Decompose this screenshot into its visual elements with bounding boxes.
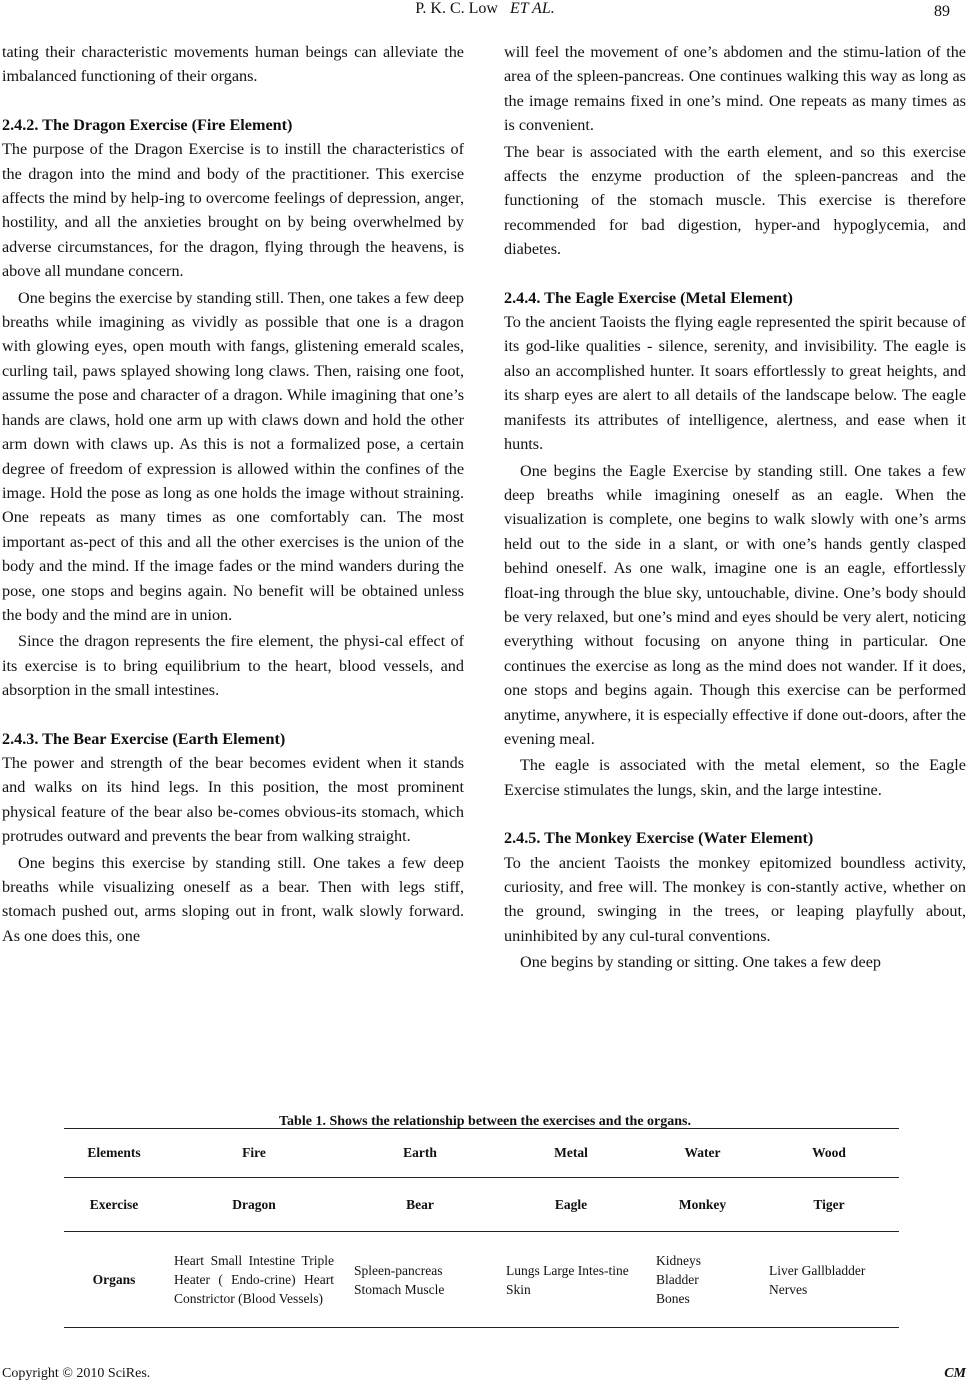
- water-organ: Bladder: [656, 1272, 699, 1287]
- table-header-cell: Water: [646, 1129, 759, 1178]
- table-cell: Bear: [344, 1178, 496, 1232]
- table-header-cell: Fire: [164, 1129, 344, 1178]
- bear-paragraph-3: The bear is associated with the earth element, and so this exercise affects the enzyme production of the spleen-pancreas and the functioning of the stomach muscle. This exercise is therefore recommended for bad digestion, hyper-and hypoglycemia, and diabetes.: [504, 142, 966, 259]
- table-cell-wood-organs: Liver Gallbladder Nerves: [769, 1262, 866, 1297]
- eagle-paragraph-3: The eagle is associated with the metal element, so the Eagle Exercise stimulates the lungs, skin, and the large intestine.: [504, 756, 966, 799]
- table-cell-water-organs: [646, 1232, 759, 1328]
- eagle-paragraph-2: One begins the Eagle Exercise by standing still. One takes a few deep breaths while imagining oneself as an eagle. When the visualization is complete, one begins to walk slowly with one’s arms held out to the side in a slant, or with one’s hands gently clasped behind oneself. As one walk, imagine one is an eagle, effortlessly float-ing through the blue sky, untouchable, divine. One’s body should be very relaxed, but one’s mind and eyes should be very alert, noticing everything without focusing on anyone thing in particular. One continues the exercise as long as the mind does not wander. If it does, one stops and begins again. Though this exercise can be performed anytime, anywhere, it is especially effective if done out-doors, after the evening meal.: [504, 461, 966, 748]
- right-column: [504, 40, 966, 975]
- table-cell: Dragon: [164, 1178, 344, 1232]
- dragon-paragraph-1: The purpose of the Dragon Exercise is to instill the characteristics of the dragon into the mind and body of the practitioner. This exercise affects the mind by help-ing to overcome feelings of depression, anger, hostility, and all the anxieties brought on by being overwhelmed by adverse circumstances, for the dragon, flying through the heavens, is above all mundane concern.: [2, 140, 464, 281]
- table-row-organs: [64, 1232, 899, 1328]
- table-header-row: [64, 1129, 899, 1178]
- table-header-cell: Elements: [64, 1129, 164, 1178]
- table-cell: Eagle: [496, 1178, 646, 1232]
- table-header-cell: Earth: [344, 1129, 496, 1178]
- dragon-paragraph-3: Since the dragon represents the fire element, the physi-cal effect of its exercise is to bring equilibrium to the heart, blood vessels, and absorption in the small intestines.: [2, 632, 464, 700]
- journal-abbreviation: CM: [944, 1366, 966, 1381]
- table-cell: Exercise: [64, 1178, 164, 1232]
- author-names: P. K. C. Low: [415, 0, 498, 17]
- table-cell: Organs: [92, 1272, 136, 1287]
- table-caption: Table 1. Shows the relationship between the exercises and the organs.: [279, 1114, 691, 1129]
- bear-paragraph-2: One begins this exercise by standing still. One takes a few deep breaths while visualizing oneself as a bear. Then with legs stiff, stomach pushed out, arms sloping out in front, walk slowly forward. As one does this, one: [2, 853, 464, 945]
- table-cell: Tiger: [759, 1178, 899, 1232]
- dragon-paragraph-2: One begins the exercise by standing still. Then, one takes a few deep breaths while imagining as vividly as possible that one is a dragon with glowing eyes, open mouth with fangs, glistening emerald scales, curling tail, paws splayed showing long claws. Then, raising one foot, assume the pose and character of a dragon. While imagining that one’s hands are claws, hold one arm up with claws down and hold the other arm down with claws up. As this is not a formalized pose, a certain degree of freedom of expression is allowed within the confines of the image. Hold the pose as long as one holds the image without straining. One repeats as many times as one comfortably can. The most important as-pect of this and all the other exercises is the union of the body and the mind. If the image fades or the mind wanders during the pose, one stops and begins again. No benefit will be obtained unless the body and the mind are in union.: [2, 288, 464, 624]
- running-head-authors: [0, 0, 970, 18]
- table-cell-metal-organs: Lungs Large Intes-tine Skin: [506, 1262, 629, 1297]
- organs-table: [64, 1128, 899, 1328]
- table-cell-fire-organs: Heart Small Intestine Triple Heater ( Endo-crine) Heart Constrictor (Blood Vessels): [174, 1253, 334, 1306]
- monkey-heading: 2.4.5. The Monkey Exercise (Water Element): [504, 829, 814, 848]
- dragon-heading: 2.4.2. The Dragon Exercise (Fire Element): [2, 115, 293, 134]
- eagle-heading: 2.4.4. The Eagle Exercise (Metal Element): [504, 288, 793, 307]
- water-organ: Kidneys: [656, 1253, 701, 1268]
- table-header-cell: Metal: [496, 1129, 646, 1178]
- et-al: ET AL.: [509, 0, 555, 17]
- table-cell-earth-organs: Spleen-pancreas Stomach Muscle: [354, 1262, 445, 1297]
- eagle-paragraph-1: To the ancient Taoists the flying eagle represented the spirit because of its god-like qualities - silence, serenity, and invisibility. The eagle is also an accomplished hunter. It soars effortlessly to great heights, and its sharp eyes are alert to all details of the landscape below. The eagle manifests its attributes of intelligence, alertness, and ease when it hunts.: [504, 313, 966, 454]
- monkey-paragraph-1: To the ancient Taoists the monkey epitomized boundless activity, curiosity, and free will. The monkey is con-stantly active, whether on the ground, swinging in the trees, or leaping playfully about, uninhibited by any cul-tural conventions.: [504, 853, 966, 945]
- water-organ: Bones: [656, 1291, 690, 1306]
- table-cell: Monkey: [646, 1178, 759, 1232]
- page-number: 89: [934, 3, 950, 20]
- intro-paragraph: tating their characteristic movements human beings can alleviate the imbalanced functioning of their organs.: [2, 43, 464, 86]
- table-header-cell: Wood: [759, 1129, 899, 1178]
- left-column: [2, 40, 464, 948]
- bear-paragraph-1: The power and strength of the bear becomes evident when it stands and walks on its hind legs. In this position, the most prominent physical feature of the bear also be-comes obvious-its stomach, which protrudes outward and prevents the bear from walking straight.: [2, 753, 464, 846]
- monkey-paragraph-2: One begins by standing or sitting. One takes a few deep: [520, 953, 881, 972]
- bear-heading: 2.4.3. The Bear Exercise (Earth Element): [2, 729, 286, 748]
- running-head: [0, 0, 970, 26]
- copyright-notice: Copyright © 2010 SciRes.: [2, 1366, 151, 1381]
- bear-continuation: will feel the movement of one’s abdomen and the stimu-lation of the area of the spleen-pancreas. One continues walking this way as long as the image remains fixed in one’s mind. One repeats as many times as is convenient.: [504, 43, 966, 135]
- table-row-exercise: [64, 1178, 899, 1232]
